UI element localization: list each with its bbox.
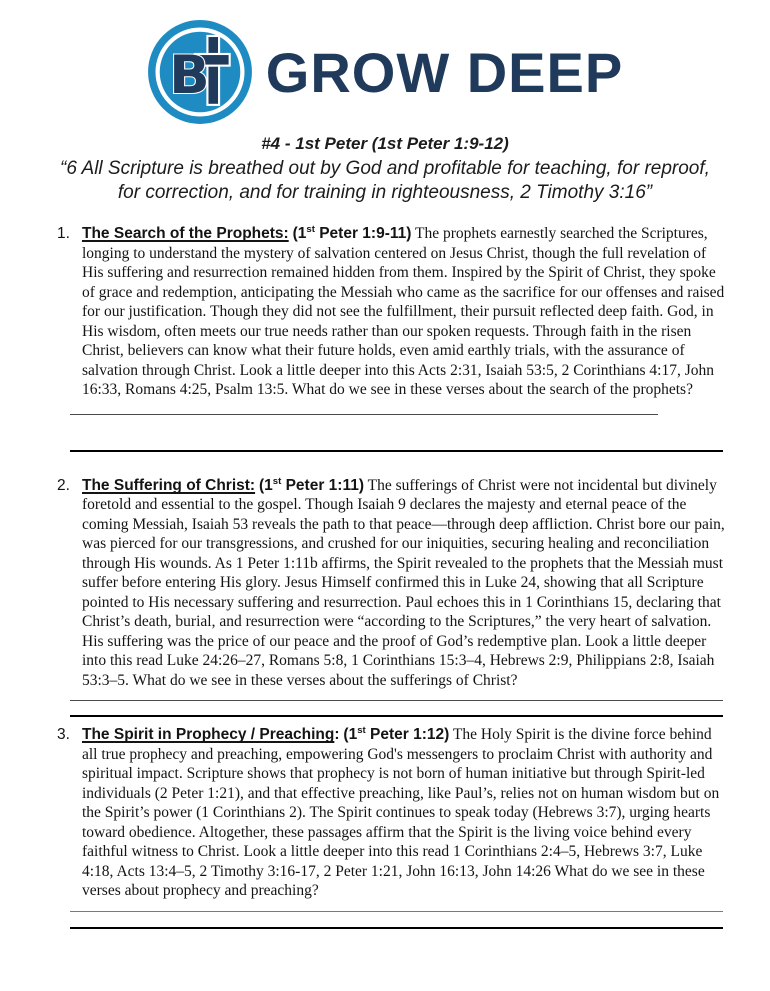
section-paragraph: The Spirit in Prophecy / Preaching: (1st Peter 1:12) The Holy Spirit is the divine force behind all true prophecy and preaching, empowering God's messengers to proclaim Christ with authority and spiritual impact. Scripture shows that prophecy is not born of human initiative but through Spirit-led individuals (2 Peter 1:21), and that effective preaching, like Paul’s, relies not on human wisdom but on the Spirit’s power (1 Corinthians 2). The Spirit continues to speak today (Hebrews 3:7), urging hearts toward obedience. Altogether, these passages affirm that the Spirit is the living voice behind every faithful witness to Christ. Look a little deeper into this read 1 Corinthians 2:4–5, Hebrews 3:7, Luke 4:18, Acts 13:4–5, 2 Timothy 3:16-17, 2 Peter 1:21, John 16:13, John 14:26 What do we see in these verses about prophecy and preaching? xyxy=(82,724,720,899)
section-body-text: The sufferings of Christ were not incidental but divinely foretold and essential to the gospel. Though Isaiah 9 declares the majesty and eternal peace of the coming Messiah, Isaiah 53 reveals the path to that peace—through deep affliction. Christ bore our pain, was pierced for our transgressions, and crushed for our iniquities, securing healing and reconciliation through His wounds. As 1 Peter 1:11b affirms, the Spirit revealed to the prophets that the Messiah must suffer before entering His glory. Jesus Himself confirmed this in Luke 24, showing that all Scripture pointed to His necessary suffering and resurrection. Paul echoes this in 1 Corinthians 15, declaring that Christ’s death, burial, and resurrection were “according to the Scriptures,” the very heart of salvation. His suffering was the price of our peace and the proof of God’s redemptive plan. Look a little deeper into this read Luke 24:26–27, Romans 5:8, 1 Corinthians 15:3–4, Hebrews 2:9, Philippians 2:8, Isaiah 53:3–5. What do we see in these verses about the sufferings of Christ? xyxy=(82,476,725,689)
answer-line xyxy=(70,700,723,701)
scripture-reference: (1st Peter 1:12) xyxy=(343,724,450,743)
svg-text:B: B xyxy=(168,45,210,107)
section-body-text: The Holy Spirit is the divine force behind all true prophecy and preaching, empowering God's messengers to proclaim Christ with authority and spiritual impact. Scripture shows that prophecy is not born of human initiative but through Spirit-led individuals (2 Peter 1:21), and that effective preaching, like Paul’s, relies not on human wisdom but on the Spirit’s power (1 Corinthians 2). The Spirit continues to speak today (Hebrews 3:7), urging hearts toward obedience. Altogether, these passages affirm that the Spirit is the living voice behind every faithful witness to Christ. Look a little deeper into this read 1 Corinthians 2:4–5, Hebrews 3:7, Luke 4:18, Acts 13:4–5, 2 Timothy 3:16-17, 2 Peter 1:21, John 16:13, John 14:26 What do we see in these verses about prophecy and preaching? xyxy=(82,726,720,899)
section-paragraph xyxy=(82,476,727,691)
section-body-text: The prophets earnestly searched the Scriptures, longing to understand the mystery of salvation centered on Jesus Christ, though the full revelation of His suffering and resurrection remained hidden from them. Inspired by the Spirit of Christ, they spoke of grace and redemption, anticipating the Messiah who came as the sacrifice for our offenses and raised for our justification. Though they did not see the fulfillment, their pursuit reflected deep faith. God, in His wisdom, often meets our true needs rather than our spoken requests. Through faith in the risen Christ, believers can know what their future holds, even amid earthly trials, with the assurance of salvation through Christ. Look a little deeper into this Acts 2:31, Isaiah 53:5, 2 Corinthians 4:17, John 16:33, Romans 4:25, Psalm 13:5. What do we see in these verses about the search of the prophets? xyxy=(82,225,725,398)
lesson-title: #4 - 1st Peter (1st Peter 1:9-12) xyxy=(261,134,509,153)
header xyxy=(0,0,770,127)
brand-title: GROW DEEP xyxy=(265,40,624,104)
section-heading: The Spirit in Prophecy / Preaching xyxy=(82,726,335,743)
section-number: 1. xyxy=(57,225,70,242)
section-spirit-in-prophecy xyxy=(57,725,727,929)
scripture-reference: (1st Peter 1:11) xyxy=(258,475,364,494)
section-search-of-the-prophets xyxy=(57,224,727,452)
scripture-quote: “6 All Scripture is breathed out by God and profitable for teaching, for reproof, for correction, and for training in righteousness, 2 Timothy 3:16” xyxy=(60,158,710,203)
answer-line xyxy=(70,450,723,452)
answer-line xyxy=(70,414,658,415)
section-number: 2. xyxy=(57,476,70,494)
bt-cross-logo-icon xyxy=(147,19,253,125)
sections xyxy=(0,224,770,929)
section-number: 3. xyxy=(57,726,70,743)
answer-line xyxy=(70,927,723,929)
scripture-reference: (1st Peter 1:9-11) xyxy=(292,223,412,242)
answer-line xyxy=(70,911,723,912)
section-heading: The Suffering of Christ: xyxy=(82,476,256,494)
section-heading: The Search of the Prophets: xyxy=(82,225,289,242)
section-paragraph xyxy=(82,224,727,400)
answer-line xyxy=(70,715,723,717)
section-suffering-of-christ xyxy=(57,476,727,718)
